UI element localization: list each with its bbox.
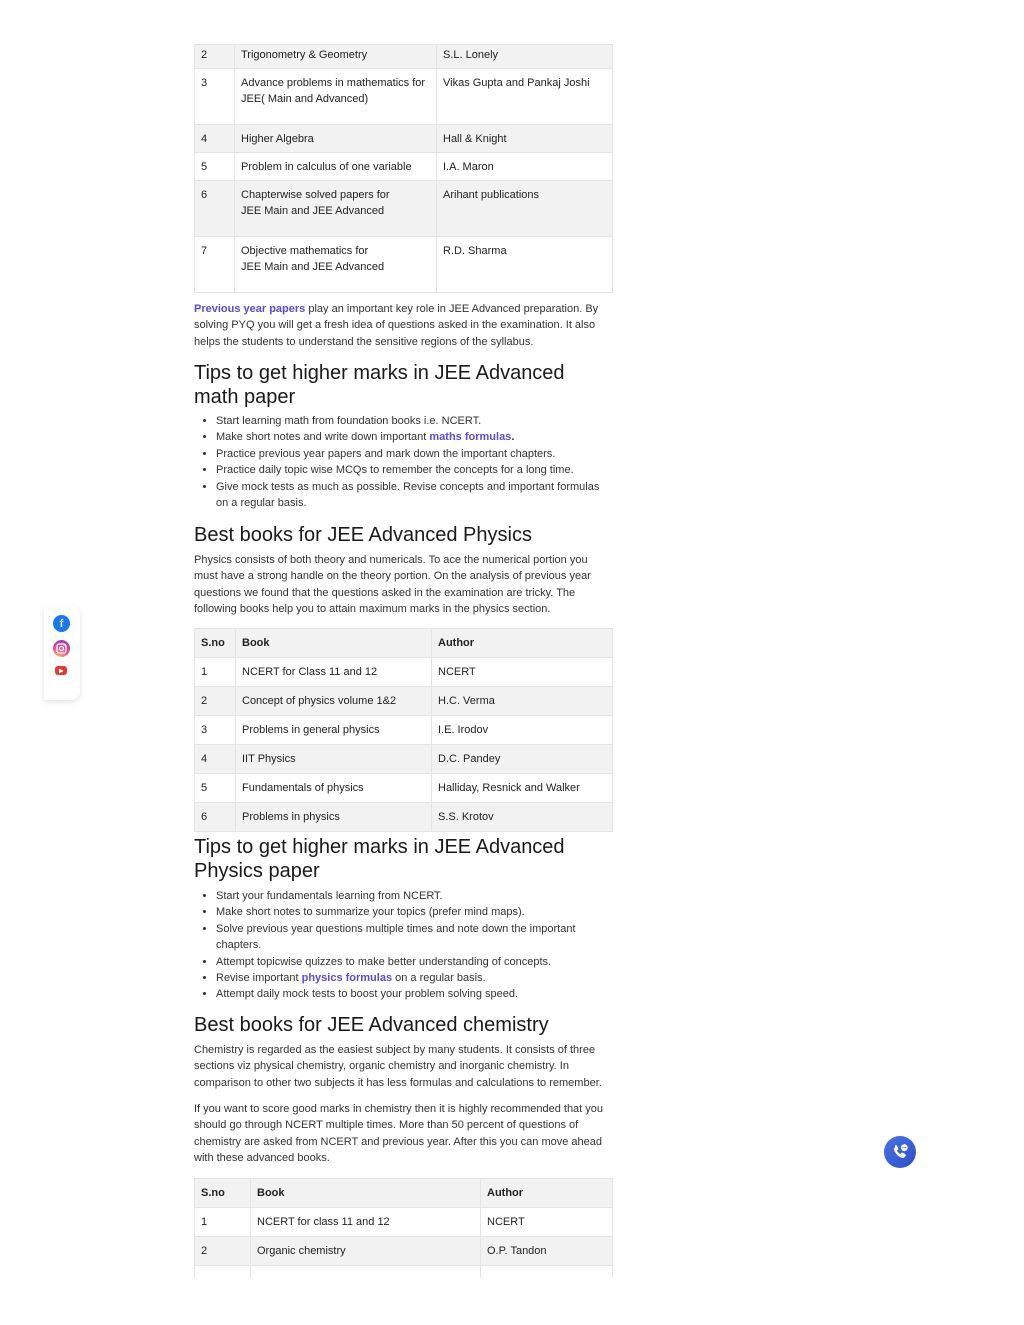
table-row	[195, 745, 613, 774]
sno-cell: 1	[195, 1208, 251, 1237]
book-cell: NCERT for Class 11 and 12	[236, 658, 432, 687]
book-cell: NCERT for class 11 and 12	[251, 1208, 481, 1237]
instagram-glyph	[56, 643, 67, 654]
author-cell: Halliday, Resnick and Walker	[432, 774, 613, 803]
list-item-text: Revise important	[216, 972, 302, 985]
chemistry-heading: Best books for JEE Advanced chemistry	[194, 1014, 549, 1036]
list-item	[216, 970, 613, 986]
physics-books-table	[194, 628, 613, 832]
book-cell: Fundamentals of physics	[236, 774, 432, 803]
table-row	[195, 69, 613, 125]
table-row	[195, 153, 613, 181]
chemistry-books-table	[194, 1178, 613, 1278]
sno-cell: 4	[195, 125, 235, 153]
author-header: Author	[481, 1179, 613, 1208]
sno-cell: 4	[195, 745, 236, 774]
pyq-paragraph	[194, 301, 613, 350]
author-cell: I.E. Irodov	[432, 716, 613, 745]
book-cell	[235, 237, 437, 293]
author-cell: NCERT	[432, 658, 613, 687]
author-cell: S.S. Krotov	[432, 803, 613, 832]
table-row	[195, 125, 613, 153]
sno-cell: 3	[195, 716, 236, 745]
maths-formulas-link[interactable]: maths formulas	[429, 431, 512, 444]
social-share-bar	[44, 606, 80, 700]
pyq-text: play an important key role in JEE Advanced preparation. By solving PYQ you will get a fresh idea of questions asked in the examination. It also helps the students to understand the sensitive regions of the syllabus.	[194, 303, 599, 348]
list-item: • Attempt daily mock tests to boost your problem solving speed.	[216, 986, 613, 1002]
author-cell: Hall & Knight	[437, 125, 613, 153]
call-icon[interactable]	[884, 1136, 916, 1168]
youtube-icon[interactable]	[55, 666, 67, 675]
book-cell: Concept of physics volume 1&2	[236, 687, 432, 716]
author-cell: NCERT	[481, 1208, 613, 1237]
sno-cell: 1	[195, 658, 236, 687]
previous-year-papers-link[interactable]: Previous year papers	[194, 303, 306, 315]
book-cell: Problem in calculus of one variable	[235, 153, 437, 181]
table-row	[195, 687, 613, 716]
maths-books-table	[194, 44, 613, 293]
list-item: • Start your fundamentals learning from NCERT.	[216, 888, 613, 904]
book-cell	[235, 181, 437, 237]
list-item-text: Make short notes and write down important	[216, 431, 430, 444]
physics-tips-list	[194, 888, 613, 1003]
book-cell: Advance problems in mathematics for JEE( Main and Advanced)	[235, 69, 437, 125]
book-line: Objective mathematics for	[241, 245, 369, 257]
table-row	[195, 803, 613, 832]
list-item: • Practice previous year papers and mark down the important chapters.	[216, 446, 613, 462]
table-row	[195, 774, 613, 803]
chemistry-books-table-wrap	[194, 1178, 613, 1278]
book-cell: IIT Physics	[236, 745, 432, 774]
list-item: • Make short notes to summarize your topics (prefer mind maps).	[216, 904, 613, 920]
play-glyph	[58, 668, 64, 674]
table-header-row	[195, 629, 613, 658]
book-header: Book	[236, 629, 432, 658]
physics-tips-heading: Tips to get higher marks in JEE Advanced Physics paper	[194, 836, 565, 882]
book-line: Chapterwise solved papers for	[241, 189, 390, 201]
maths-books-table-wrap	[194, 44, 613, 293]
sno-cell: 6	[195, 803, 236, 832]
table-row	[195, 1266, 613, 1279]
author-cell: Arihant publications	[437, 181, 613, 237]
table-row	[195, 1208, 613, 1237]
list-item: • Practice daily topic wise MCQs to remember the concepts for a long time.	[216, 462, 613, 478]
math-tips-heading: Tips to get higher marks in JEE Advanced math paper	[194, 362, 565, 408]
book-cell: Higher Algebra	[235, 125, 437, 153]
phone-glyph	[890, 1142, 910, 1162]
physics-intro: Physics consists of both theory and numericals. To ace the numerical portion you must have a strong handle on the theory portion. On the analysis of previous year questions we found that the questions asked in the examination are tricky. The following books help you to attain maximum marks in the physics section.	[194, 554, 591, 615]
sno-header: S.no	[195, 1179, 251, 1208]
sno-cell: 2	[195, 45, 235, 69]
physics-books-table-wrap	[194, 628, 613, 832]
author-cell: S.L. Lonely	[437, 45, 613, 69]
list-item: • Solve previous year questions multiple times and note down the important chapters.	[216, 921, 613, 954]
book-cell	[251, 1266, 481, 1279]
math-tips-list	[194, 413, 613, 511]
sno-cell: 7	[195, 237, 235, 293]
book-header: Book	[251, 1179, 481, 1208]
book-line: JEE Main and JEE Advanced	[241, 261, 385, 273]
table-row	[195, 237, 613, 293]
facebook-icon[interactable]: f	[53, 615, 70, 632]
book-cell: Problems in general physics	[236, 716, 432, 745]
author-cell: D.C. Pandey	[432, 745, 613, 774]
table-row	[195, 181, 613, 237]
book-line: JEE Main and JEE Advanced	[241, 205, 385, 217]
author-cell: I.A. Maron	[437, 153, 613, 181]
table-row	[195, 1237, 613, 1266]
chemistry-intro-1: Chemistry is regarded as the easiest subject by many students. It consists of three sections viz physical chemistry, organic chemistry and inorganic chemistry. In comparison to other two subjects it has less formulas and calculations to remember.	[194, 1044, 602, 1089]
author-cell: Vikas Gupta and Pankaj Joshi	[437, 69, 613, 125]
author-header: Author	[432, 629, 613, 658]
author-cell	[481, 1266, 613, 1279]
book-cell: Problems in physics	[236, 803, 432, 832]
list-item: • Start learning math from foundation books i.e. NCERT.	[216, 413, 613, 429]
sno-cell: 6	[195, 181, 235, 237]
sno-header: S.no	[195, 629, 236, 658]
sno-cell: 5	[195, 153, 235, 181]
author-cell: R.D. Sharma	[437, 237, 613, 293]
sno-cell: 5	[195, 774, 236, 803]
sno-cell: 3	[195, 69, 235, 125]
book-cell: Trigonometry & Geometry	[235, 45, 437, 69]
author-cell: O.P. Tandon	[481, 1237, 613, 1266]
chemistry-intro-2: If you want to score good marks in chemistry then it is highly recommended that you should go through NCERT multiple times. More than 50 percent of questions of chemistry are asked from NCERT and previous year. After this you can move ahead with these advanced books.	[194, 1103, 604, 1164]
sno-cell	[195, 1266, 251, 1279]
list-item-suffix: .	[511, 431, 515, 444]
book-cell: Organic chemistry	[251, 1237, 481, 1266]
list-item: • Give mock tests as much as possible. Revise concepts and important formulas on a regular basis.	[216, 479, 613, 512]
list-item: • Attempt topicwise quizzes to make better understanding of concepts.	[216, 954, 613, 970]
physics-heading: Best books for JEE Advanced Physics	[194, 524, 532, 546]
table-row	[195, 45, 613, 69]
physics-formulas-link[interactable]: physics formulas	[301, 972, 393, 985]
sno-cell: 2	[195, 1237, 251, 1266]
instagram-icon[interactable]	[53, 640, 70, 657]
author-cell: H.C. Verma	[432, 687, 613, 716]
table-row	[195, 716, 613, 745]
sno-cell: 2	[195, 687, 236, 716]
table-row	[195, 658, 613, 687]
list-item-suffix: on a regular basis.	[392, 972, 486, 985]
table-header-row	[195, 1179, 613, 1208]
list-item	[216, 429, 613, 445]
